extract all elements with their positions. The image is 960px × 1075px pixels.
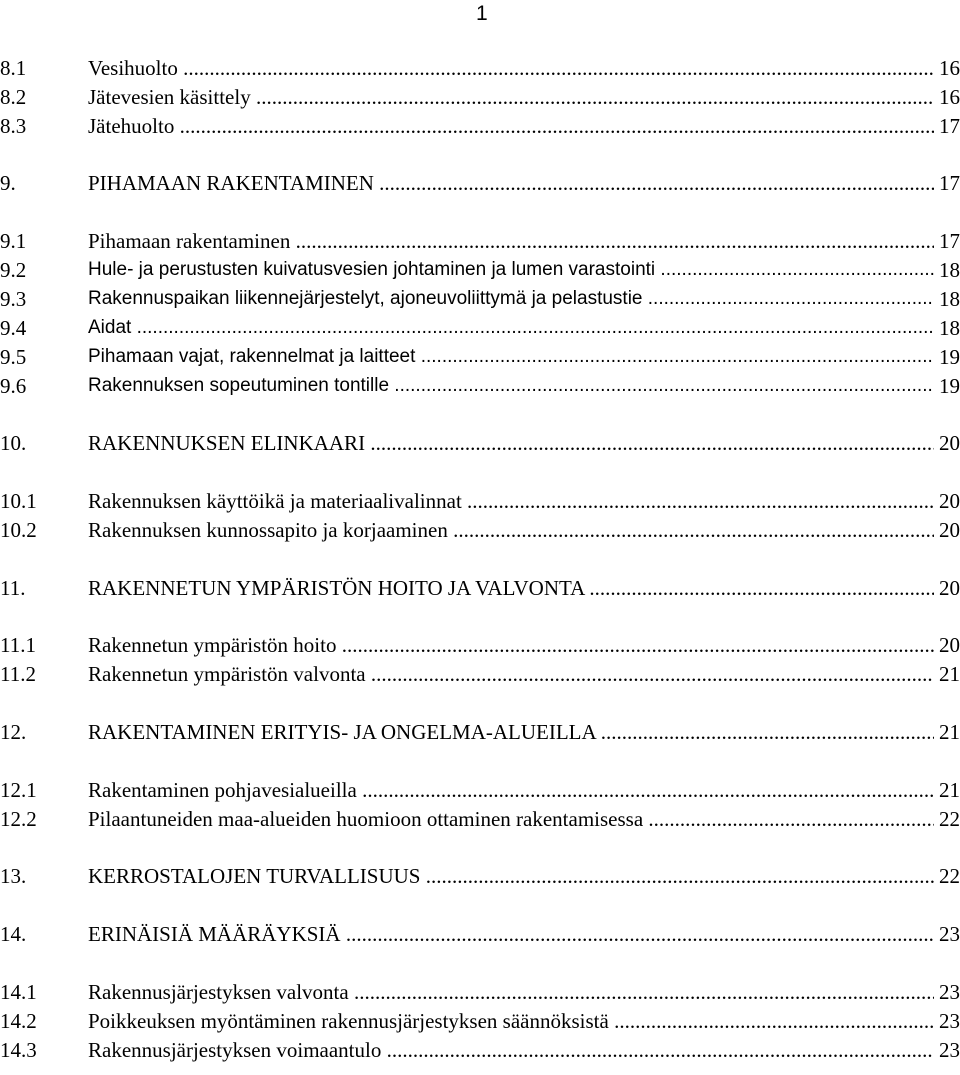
toc-entry-number: 8.2 bbox=[0, 85, 27, 109]
toc-entry-page: 21 bbox=[939, 720, 960, 744]
toc-entry-page: 18 bbox=[939, 316, 960, 340]
toc-entry-number: 14.3 bbox=[0, 1038, 37, 1062]
toc-entry-title: Rakennuksen kunnossapito ja korjaaminen ..... bbox=[88, 516, 934, 544]
toc-entry-page: 20 bbox=[939, 576, 960, 600]
toc-entry-title: Rakennetun ympäristön valvonta ..... bbox=[88, 660, 934, 688]
toc-entry-title: ERINÄISIÄ MÄÄRÄYKSIÄ ..... bbox=[88, 920, 934, 948]
toc-entry-number: 9.2 bbox=[0, 258, 27, 282]
toc-entry-title: Vesihuolto ..... bbox=[88, 54, 934, 82]
toc-entry-8-2[interactable] bbox=[0, 83, 960, 111]
toc-entry-title: Poikkeuksen myöntäminen rakennusjärjestyksen säännöksistä ..... bbox=[88, 1007, 934, 1035]
toc-entry-page: 17 bbox=[939, 229, 960, 253]
toc-entry-number: 8.1 bbox=[0, 56, 27, 80]
toc-entry-number: 14.2 bbox=[0, 1009, 37, 1033]
toc-entry-13[interactable] bbox=[0, 862, 960, 890]
toc-entry-9-3[interactable] bbox=[0, 285, 960, 313]
toc-entry-number: 9.4 bbox=[0, 316, 27, 340]
toc-entry-number: 9.1 bbox=[0, 229, 27, 253]
toc-entry-page: 20 bbox=[939, 633, 960, 657]
toc-entry-10[interactable] bbox=[0, 429, 960, 457]
toc-entry-9-1[interactable] bbox=[0, 227, 960, 255]
toc-entry-number: 14. bbox=[0, 922, 27, 946]
toc-entry-title: Aidat ..... bbox=[88, 314, 934, 342]
toc-entry-page: 16 bbox=[939, 85, 960, 109]
toc-entry-title: Rakennuspaikan liikennejärjestelyt, ajoneuvoliittymä ja pelastustie ..... bbox=[88, 285, 934, 313]
toc-entry-title: Rakennetun ympäristön hoito ..... bbox=[88, 631, 934, 659]
toc-entry-9-2[interactable] bbox=[0, 256, 960, 284]
toc-entry-page: 18 bbox=[939, 258, 960, 282]
toc-entry-10-1[interactable] bbox=[0, 487, 960, 515]
toc-entry-14[interactable] bbox=[0, 920, 960, 948]
toc-entry-12-1[interactable] bbox=[0, 776, 960, 804]
toc-entry-page: 17 bbox=[939, 114, 960, 138]
toc-entry-14-1[interactable] bbox=[0, 978, 960, 1006]
toc-entry-title: Jätehuolto ..... bbox=[88, 112, 934, 140]
toc-entry-14-2[interactable] bbox=[0, 1007, 960, 1035]
toc-entry-title: RAKENNUKSEN ELINKAARI ..... bbox=[88, 429, 934, 457]
toc-entry-title: Pihamaan vajat, rakennelmat ja laitteet ..... bbox=[88, 343, 934, 371]
toc-entry-14-3[interactable] bbox=[0, 1036, 960, 1064]
toc-entry-number: 9. bbox=[0, 171, 16, 195]
toc-entry-title: Hule- ja perustusten kuivatusvesien johtaminen ja lumen varastointi ..... bbox=[88, 256, 934, 284]
toc-entry-11-1[interactable] bbox=[0, 631, 960, 659]
toc-entry-page: 16 bbox=[939, 56, 960, 80]
toc-entry-8-1[interactable] bbox=[0, 54, 960, 82]
toc-entry-10-2[interactable] bbox=[0, 516, 960, 544]
toc-entry-page: 23 bbox=[939, 1038, 960, 1062]
toc-entry-9[interactable] bbox=[0, 169, 960, 197]
toc-entry-title: RAKENTAMINEN ERITYIS- JA ONGELMA-ALUEILLA ..... bbox=[88, 718, 934, 746]
toc-entry-number: 12.1 bbox=[0, 778, 37, 802]
toc-entry-title: Jätevesien käsittely ..... bbox=[88, 83, 934, 111]
toc-entry-12[interactable] bbox=[0, 718, 960, 746]
page-number: 1 bbox=[476, 2, 488, 25]
toc-entry-page: 19 bbox=[939, 345, 960, 369]
toc-entry-9-6[interactable] bbox=[0, 372, 960, 400]
toc-entry-number: 9.3 bbox=[0, 287, 27, 311]
toc-entry-number: 14.1 bbox=[0, 980, 37, 1004]
toc-entry-page: 21 bbox=[939, 662, 960, 686]
toc-entry-11-2[interactable] bbox=[0, 660, 960, 688]
toc-entry-11[interactable] bbox=[0, 574, 960, 602]
toc-entry-9-5[interactable] bbox=[0, 343, 960, 371]
toc-entry-number: 9.5 bbox=[0, 345, 27, 369]
toc-entry-number: 13. bbox=[0, 864, 27, 888]
toc-entry-number: 8.3 bbox=[0, 114, 27, 138]
toc-entry-page: 20 bbox=[939, 431, 960, 455]
toc-entry-8-3[interactable] bbox=[0, 112, 960, 140]
toc-entry-number: 11.1 bbox=[0, 633, 36, 657]
toc-entry-title: Rakentaminen pohjavesialueilla ..... bbox=[88, 776, 934, 804]
toc-entry-page: 23 bbox=[939, 980, 960, 1004]
toc-entry-page: 17 bbox=[939, 171, 960, 195]
toc-entry-number: 12. bbox=[0, 720, 27, 744]
toc-entry-number: 10.2 bbox=[0, 518, 37, 542]
toc-entry-page: 20 bbox=[939, 518, 960, 542]
toc-entry-page: 19 bbox=[939, 374, 960, 398]
toc-entry-title: PIHAMAAN RAKENTAMINEN ..... bbox=[88, 169, 934, 197]
toc-entry-page: 21 bbox=[939, 778, 960, 802]
toc-entry-title: KERROSTALOJEN TURVALLISUUS ..... bbox=[88, 862, 934, 890]
toc-entry-9-4[interactable] bbox=[0, 314, 960, 342]
toc-entry-number: 11.2 bbox=[0, 662, 36, 686]
toc-entry-title: Rakennuksen käyttöikä ja materiaalivalinnat ..... bbox=[88, 487, 934, 515]
toc-entry-page: 18 bbox=[939, 287, 960, 311]
toc-entry-page: 22 bbox=[939, 864, 960, 888]
toc-entry-title: Pilaantuneiden maa-alueiden huomioon ottaminen rakentamisessa ..... bbox=[88, 805, 934, 833]
toc-entry-12-2[interactable] bbox=[0, 805, 960, 833]
toc-entry-page: 20 bbox=[939, 489, 960, 513]
toc-entry-number: 9.6 bbox=[0, 374, 27, 398]
toc-entry-title: RAKENNETUN YMPÄRISTÖN HOITO JA VALVONTA ..... bbox=[88, 574, 934, 602]
toc-entry-title: Rakennusjärjestyksen valvonta ..... bbox=[88, 978, 934, 1006]
toc-entry-number: 12.2 bbox=[0, 807, 37, 831]
toc-entry-title: Rakennuksen sopeutuminen tontille ..... bbox=[88, 372, 934, 400]
toc-entry-page: 23 bbox=[939, 1009, 960, 1033]
toc-entry-number: 11. bbox=[0, 576, 26, 600]
toc-entry-title: Pihamaan rakentaminen ..... bbox=[88, 227, 934, 255]
toc-entry-page: 22 bbox=[939, 807, 960, 831]
toc-entry-number: 10.1 bbox=[0, 489, 37, 513]
toc-entry-page: 23 bbox=[939, 922, 960, 946]
toc-entry-number: 10. bbox=[0, 431, 27, 455]
toc-entry-title: Rakennusjärjestyksen voimaantulo ..... bbox=[88, 1036, 934, 1064]
